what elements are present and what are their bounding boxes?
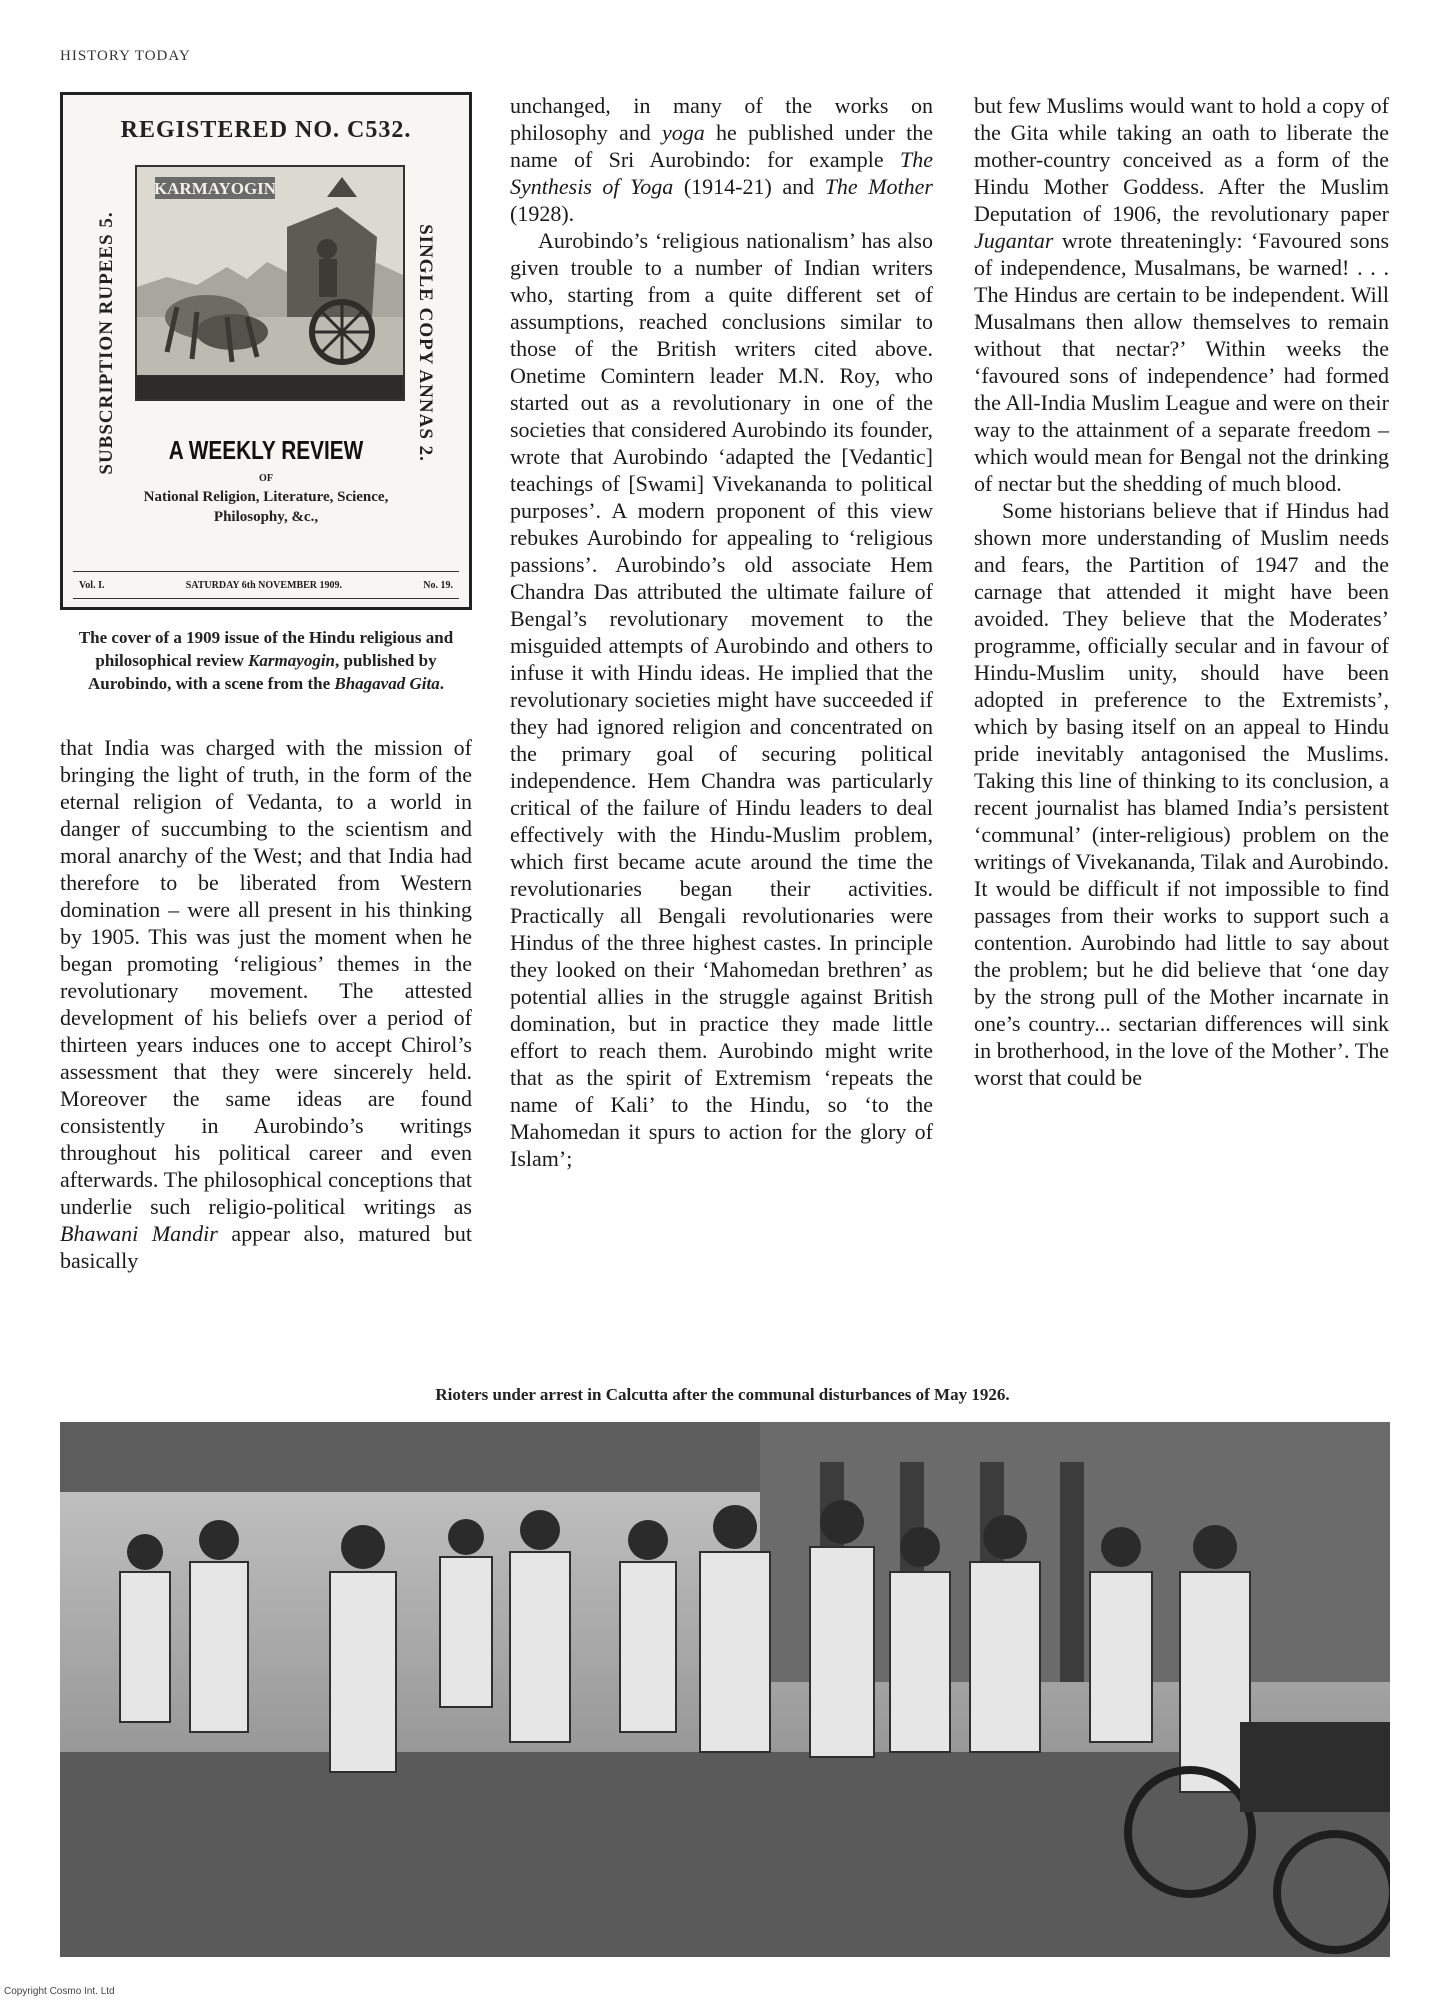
column-2-paragraph-2: Aurobindo’s ‘religious nationalism’ has also given trouble to a number of Indian writers who, starting from a quite different set of assumptions, reached conclusions similar to those of the British writers cited above. Onetime Comintern leader M.N. Roy, who started out as a revolutionary in one of the societies that considered Aurobindo its founder, wrote that Aurobindo ‘adapted the [Vedantic] teachings of [Swami] Vivekananda to political purposes’. A modern proponent of this view rebukes Aurobindo for appealing to ‘religious passions’. Aurobindo’s old associate Hem Chandra Das attributed the ultimate failure of Bengal’s revolutionary movement to the misguided attempts of Aurobindo and others to infuse it with Hindu ideas. He implied that the revolutionary societies might have succeeded if they had ignored religion and concentrated on the primary goal of securing political independence. Hem Chandra was particularly critical of the failure of Hindu leaders to deal effectively with the Hindu-Muslim problem, which first became acute around the time the revolutionaries began their activities. Practically all Bengali revolutionaries were Hindus of the three highest castes. In principle they looked on their ‘Mahomedan brethren’ as potential allies in the struggle against British domination, but in practice they made little effort to reach them. Aurobindo might write that as the spirit of Extremism ‘repeats the name of Kali’ to the Hindu, so ‘to the Mahomedan it spurs to action for the glory of Islam’; (510, 228, 933, 1171)
column-2-paragraph-1: unchanged, in many of the works on philosophy and yoga he published under the name of Sri Aurobindo: for example The Synthesis of Yoga (1914-21) and The Mother (1928). (510, 93, 933, 226)
cover-subscription-text: SUBSCRIPTION RUPEES 5. (96, 211, 117, 475)
article-column-3 (974, 92, 1389, 1091)
street-scene-image (60, 1422, 1390, 1957)
cover-registered-number: REGISTERED NO. C532. (120, 117, 412, 143)
cover-issue-bar (73, 571, 459, 599)
column-3-paragraph-1: but few Muslims would want to hold a copy of the Gita while taking an oath to liberate the mother-country conceived as a form of the Hindu Mother Goddess. After the Muslim Deputation of 1906, the revolutionary paper Jugantar wrote threateningly: ‘Favoured sons of independence, Musalmans, be warned! . . . The Hindus are certain to be independent. Will Musalmans then allow themselves to remain without that nectar?’ Within weeks the ‘favoured sons of independence’ had formed the All-India Muslim League and were on their way to the attainment of a separate freedom – which would mean for Bengal not the drinking of nectar but the shedding of much blood. (974, 93, 1389, 496)
karmayogin-cover-figure (60, 92, 472, 610)
column-1-paragraph: that India was charged with the mission of bringing the light of truth, in the form of the eternal religion of Vedanta, to a world in danger of succumbing to the scientism and moral anarchy of the West; and that India had therefore to be liberated from Western domination – were all present in his thinking by 1905. This was just the moment when he began promoting ‘religious’ themes in the revolutionary movement. The attested development of his beliefs over a period of thirteen years induces one to accept Chirol’s assessment that they were sincerely held. Moreover the same ideas are found consistently in Aurobindo’s writings throughout his political career and even afterwards. The philosophical conceptions that underlie such religio-political writings as Bhawani Mandir appear also, matured but basically (60, 735, 472, 1273)
photo-caption: Rioters under arrest in Calcutta after the communal disturbances of May 1926. (435, 1385, 1010, 1404)
cover-subject-line-2: Philosophy, &c., (213, 509, 319, 525)
cover-of: OF (259, 473, 273, 484)
cover-number: No. 19. (423, 579, 453, 591)
cover-caption: The cover of a 1909 issue of the Hindu religious and philosophical review Karmayogin, published by Aurobindo, with a scene from the Bhagavad Gita. (78, 628, 454, 693)
cover-weekly-review: A WEEKLY REVIEW (168, 435, 364, 465)
cover-chariot-illustration (135, 165, 405, 401)
cover-date: SATURDAY 6th NOVEMBER 1909. (185, 579, 343, 591)
column-3-paragraph-2: Some historians believe that if Hindus had shown more understanding of Muslim needs and fears, the Partition of 1947 and the carnage that attended it might have been avoided. They believe that the Moderates’ programme, officially secular and in favour of Hindu-Muslim unity, should have been adopted in preference to the Extremists’, which by basing itself on an appeal to Hindu pride inevitably antagonised the Muslims. Taking this line of thinking to its conclusion, a recent journalist has blamed India’s persistent ‘communal’ (inter-religious) problem on the writings of Vivekananda, Tilak and Aurobindo. It would be difficult if not impossible to find passages from their works to support such a contention. Aurobindo had little to say about the problem; but he did believe that ‘one day by the strong pull of the Mother incarnate in one’s country... sectarian differences will sink in brotherhood, in the love of the Mother’. The worst that could be (974, 498, 1389, 1090)
cover-subject (123, 487, 409, 527)
copyright-watermark: Copyright Cosmo Int. Ltd (4, 1986, 115, 1997)
article-column-2 (510, 92, 933, 1172)
chariot-scene-image (137, 167, 403, 399)
cover-subject-line-1: National Religion, Literature, Science, (143, 489, 389, 505)
article-column-1 (60, 734, 472, 1274)
cover-masthead: KARMAYOGIN (153, 179, 277, 198)
cover-volume: Vol. I. (79, 579, 105, 591)
cover-single-copy-text: SINGLE COPY ANNAS 2. (415, 224, 436, 462)
rioters-photograph (60, 1422, 1390, 1957)
running-header: HISTORY TODAY (60, 48, 191, 64)
